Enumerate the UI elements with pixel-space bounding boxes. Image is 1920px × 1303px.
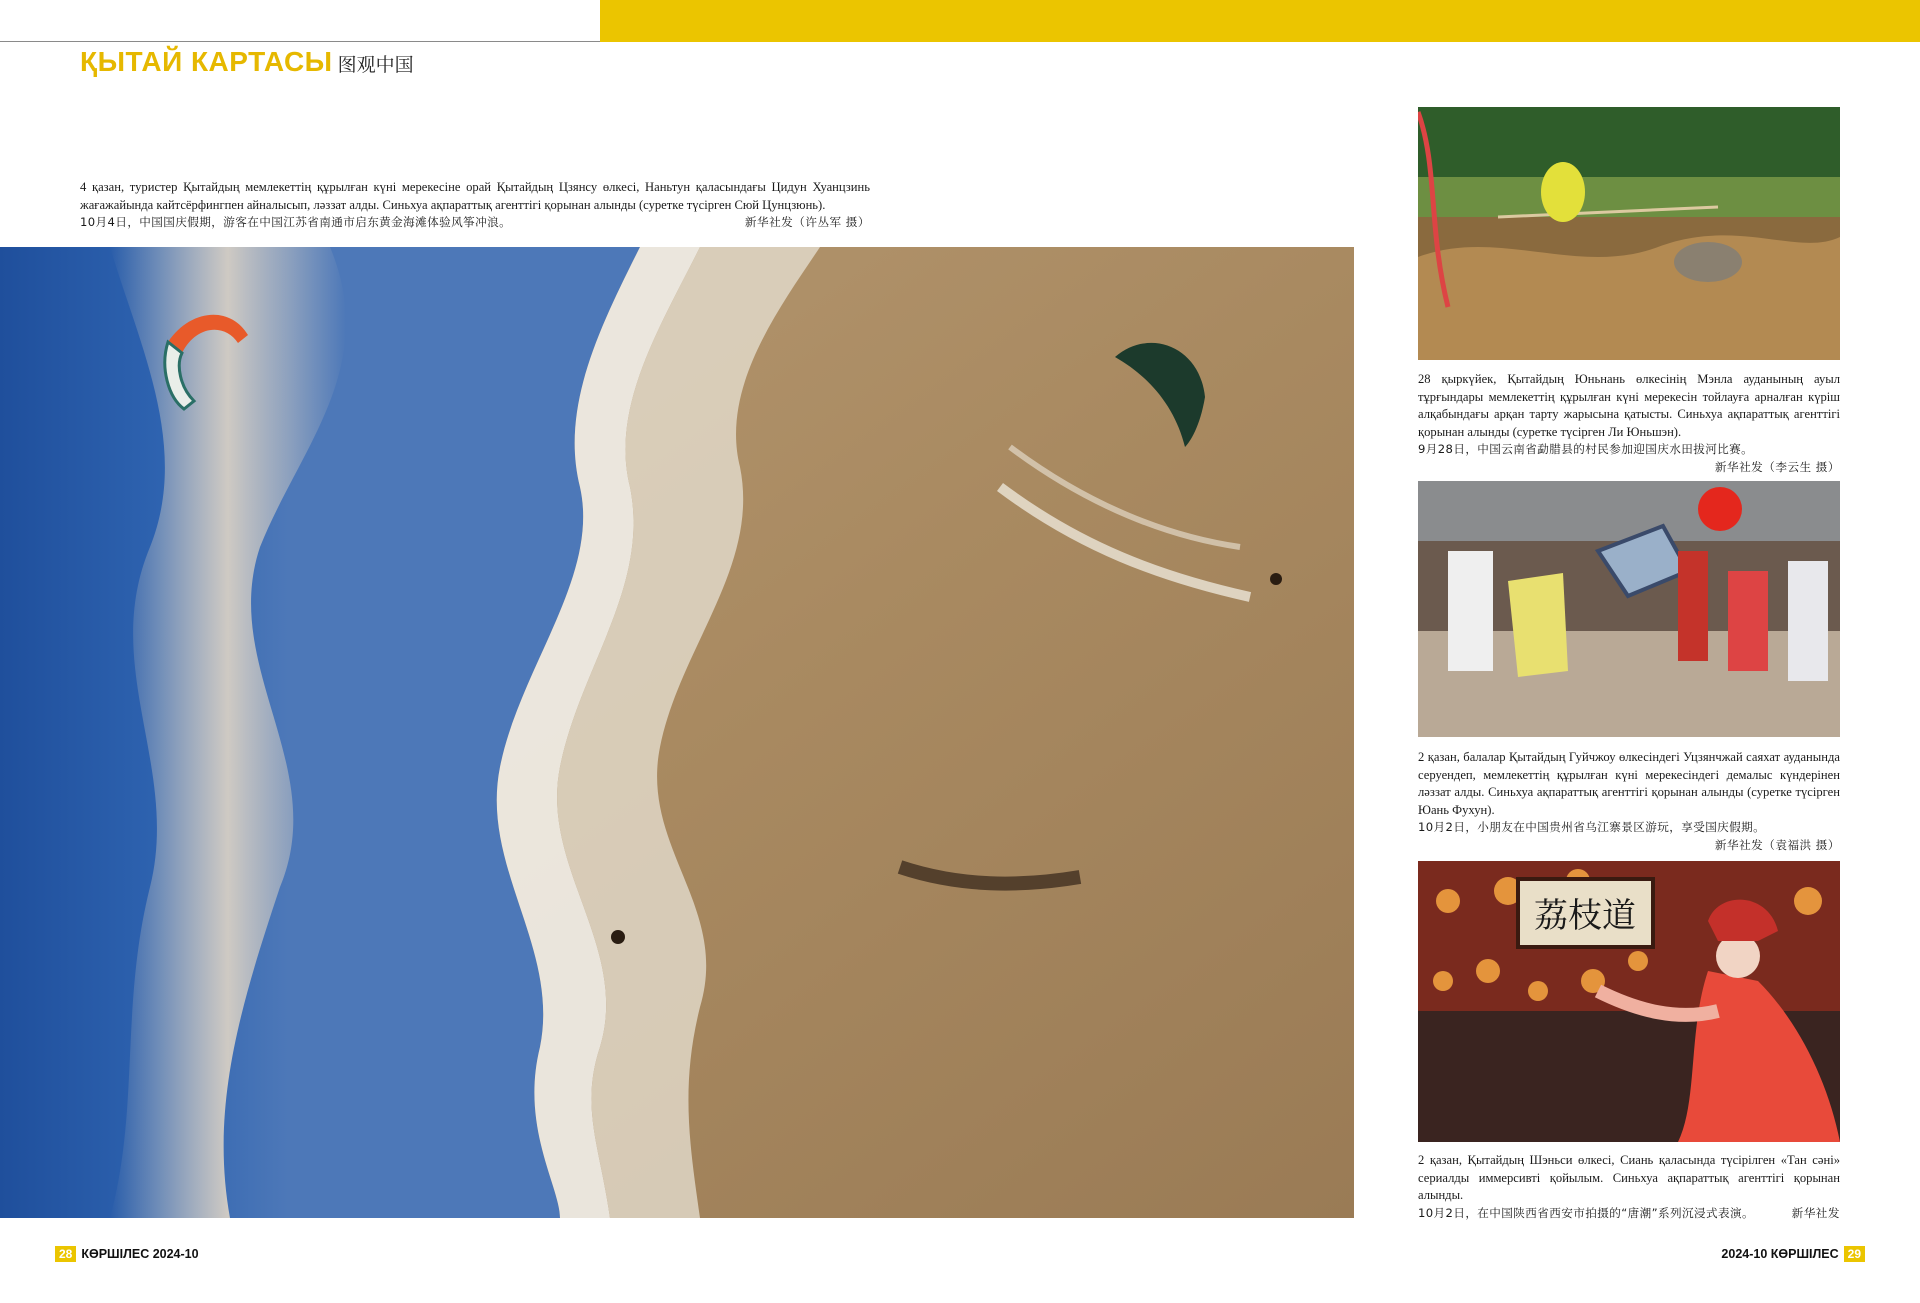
photo-tang-performance: [1418, 861, 1840, 1142]
footer-left: [55, 1246, 199, 1262]
photo2-caption-zh: 10月2日，小朋友在中国贵州省乌江寨景区游玩，享受国庆假期。: [1418, 820, 1766, 834]
section-title: [80, 46, 414, 82]
header-yellow-bar: [600, 0, 1920, 42]
photo3-caption: [1418, 1152, 1840, 1222]
main-caption-zh: 10月4日，中国国庆假期，游客在中国江苏省南通市启东黄金海滩体验风筝冲浪。: [80, 215, 512, 229]
photo2-caption: [1418, 749, 1840, 854]
footer-left-label: КӨРШІЛЕС 2024-10: [81, 1247, 199, 1261]
main-photo-caption: [80, 179, 870, 232]
footer-right: [1721, 1246, 1865, 1262]
photo3-caption-zh: 10月2日，在中国陕西省西安市拍摄的“唐潮”系列沉浸式表演。: [1418, 1205, 1754, 1220]
photo3-credit: 新华社发: [1791, 1205, 1840, 1220]
photo1-caption-zh: 9月28日，中国云南省勐腊县的村民参加迎国庆水田拔河比赛。: [1418, 442, 1754, 456]
section-title-kz: ҚЫТАЙ КАРТАСЫ: [80, 46, 333, 77]
photo1-caption: [1418, 371, 1840, 476]
photo1-caption-kz: 28 қыркүйек, Қытайдың Юньнань өлкесінің Мэнла ауданының ауыл тұрғындары мемлекеттің құрылған күні мерекесін тойлауға арналған күріш алқабындағы арқан тарту жарысына қатысты. Синьхуа ақпараттық агенттігі қорынан алынды (суретке түсірген Ли Юньшэн).: [1418, 372, 1840, 439]
header-rule: [0, 41, 600, 42]
photo-tug-of-war: [1418, 107, 1840, 360]
main-caption-credit: 新华社发（许丛军 摄）: [744, 215, 870, 229]
photo2-caption-kz: 2 қазан, балалар Қытайдың Гуйчжоу өлкесіндегі Уцзянчжай саяхат ауданында серуендеп, мемлекеттің құрылған күні мерекесіндегі демалыс күндерінен ләззат алды. Синьхуа ақпараттық агенттігі қорынан алынды (суретке түсірген Юань Фухун).: [1418, 750, 1840, 817]
photo2-credit: 新华社发（袁福洪 摄）: [1714, 837, 1840, 852]
page-number-left: 28: [55, 1246, 76, 1262]
photo1-credit: 新华社发（李云生 摄）: [1714, 459, 1840, 474]
performance-sign-text: 荔枝道: [1534, 896, 1636, 936]
main-caption-kz: 4 қазан, туристер Қытайдың мемлекеттің құрылған күні мерекесіне орай Қытайдың Цзянсу өлкесі, Наньтун қаласындағы Цидун Хуанцзинь жағажайында кайтсёрфингпен айналысып, ләззат алды. Синьхуа ақпараттық агенттігі қорынан алынды (суретке түсірген Сюй Цунцзюнь).: [80, 180, 870, 212]
photo-children-ball-game: [1418, 481, 1840, 737]
footer-right-label: 2024-10 КӨРШІЛЕС: [1721, 1247, 1839, 1261]
page-number-right: 29: [1844, 1246, 1865, 1262]
main-photo-kitesurfing-beach: [0, 247, 1354, 1218]
section-title-zh: 图观中国: [337, 54, 414, 76]
photo3-caption-kz: 2 қазан, Қытайдың Шэньси өлкесі, Сиань қаласында түсірілген «Тан сәні» сериалды иммерсивті қойылым. Синьхуа ақпараттық агенттігі қорынан алынды.: [1418, 1153, 1840, 1202]
